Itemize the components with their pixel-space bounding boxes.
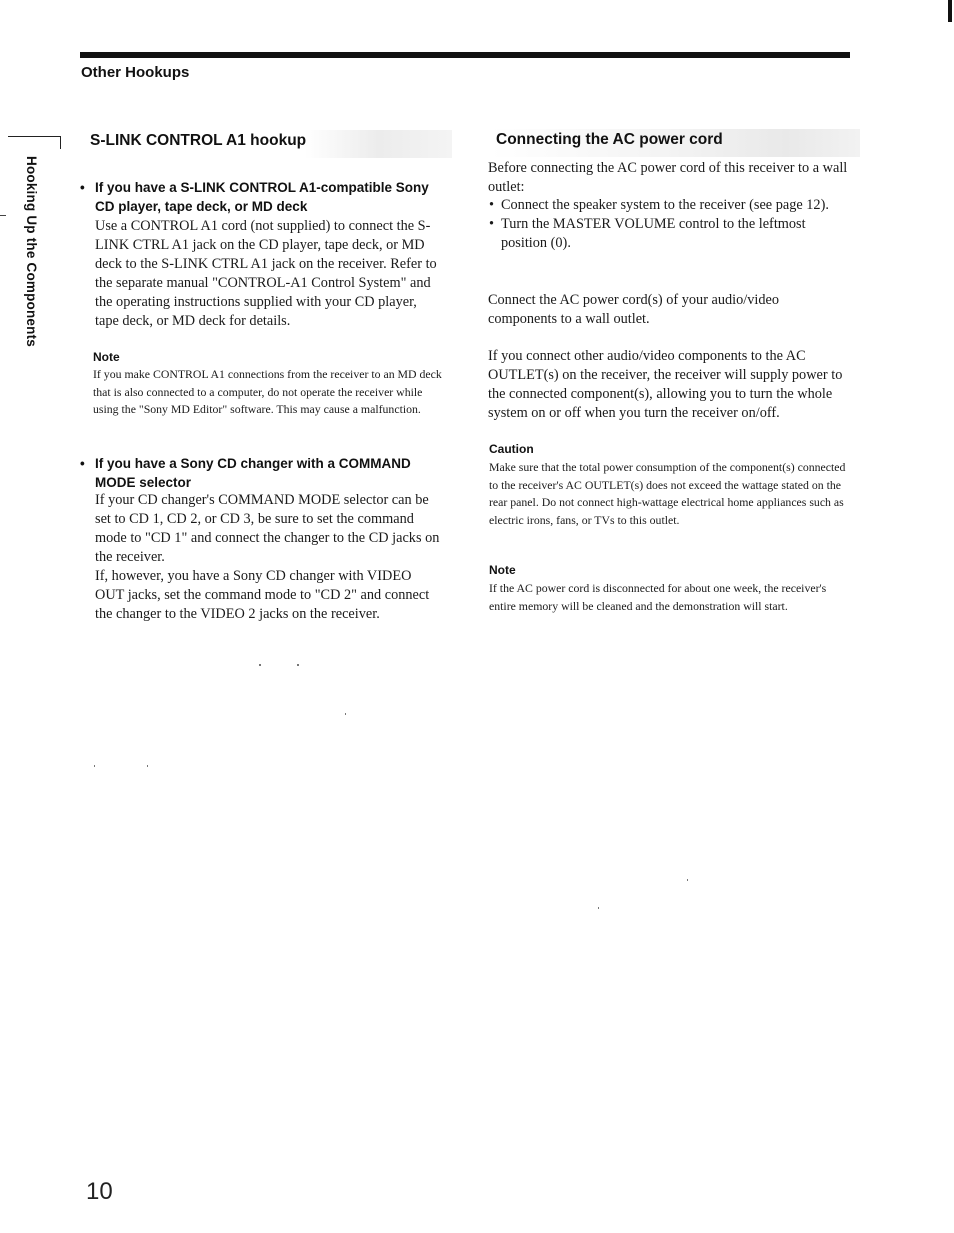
note-text-right: If the AC power cord is disconnected for about one week, the receiver's entire memory will be cleaned and the demonstration will start. — [489, 581, 827, 613]
ac-para-1: Connect the AC power cord(s) of your audio/video components to a wall outlet. — [488, 292, 780, 327]
scan-speck — [147, 765, 148, 767]
note-text-left: If you make CONTROL A1 connections from the receiver to an MD deck that is also connected to a computer, do not operate the receiver while using the "Sony MD Editor" software. This may cause a malfunction. — [93, 367, 442, 416]
ac-para-2: If you connect other audio/video components to the AC OUTLET(s) on the receiver, the receiver will supply power to the connected component(s), allowing you to turn the whole system on or off when you turn the receiver on/off. — [488, 348, 843, 421]
precaution-list — [488, 196, 844, 253]
scan-speck — [687, 879, 688, 881]
note-label-right: Note — [489, 563, 516, 577]
slink-heading — [84, 130, 452, 158]
scan-speck — [94, 765, 95, 767]
header-rule — [80, 52, 850, 58]
cd-changer-bullet-title-text: If you have a Sony CD changer with a COMMAND MODE selector — [95, 456, 411, 490]
cd-changer-body-1: If your CD changer's COMMAND MODE selector can be set to CD 1, CD 2, or CD 3, be sure to set the command mode to "CD 1" and connect the changer to the CD jacks on the receiver. — [95, 492, 440, 565]
page-number: 10 — [86, 1178, 113, 1205]
side-tab-tick — [0, 215, 6, 216]
slink-heading-text: S-LINK CONTROL A1 hookup — [90, 132, 307, 149]
slink-bullet-body: Use a CONTROL A1 cord (not supplied) to connect the S-LINK CTRL A1 jack on the CD player, tape deck, or MD deck to the S-LINK CTRL A1 jack on the receiver. Refer to the separate manual "CONTROL-A1 Control System" and the operating instructions supplied with your CD player, tape deck, or MD deck for details. — [95, 218, 437, 329]
slink-bullet-title — [80, 178, 440, 216]
scan-speck — [259, 664, 261, 666]
list-item: • Connect the speaker system to the receiver (see page 12). — [489, 197, 829, 213]
side-tab-label: Hooking Up the Components — [24, 156, 39, 347]
caution-text: Make sure that the total power consumption of the component(s) connected to the receiver's AC OUTLET(s) does not exceed the wattage stated on the rear panel. Do not connect high-wattage electrical home appliances such as electric irons, fans, or TVs to this outlet. — [489, 460, 846, 527]
side-tab-frame — [8, 136, 61, 149]
ac-power-heading-text: Connecting the AC power cord — [496, 131, 723, 148]
cd-changer-bullet-title — [80, 454, 440, 492]
ac-power-heading — [490, 129, 860, 157]
scan-speck — [598, 907, 599, 909]
cd-changer-body-2: If, however, you have a Sony CD changer with VIDEO OUT jacks, set the command mode to "CD 2" and connect the changer to the VIDEO 2 jacks on the receiver. — [95, 568, 430, 622]
note-label-left: Note — [93, 350, 120, 364]
ac-intro: Before connecting the AC power cord of this receiver to a wall outlet: — [488, 160, 848, 195]
list-item: • Turn the MASTER VOLUME control to the leftmost position (0). — [489, 216, 806, 251]
scan-speck — [345, 713, 346, 715]
section-title: Other Hookups — [81, 64, 190, 81]
caution-label: Caution — [489, 442, 534, 456]
edge-mark — [948, 0, 952, 22]
bullet-marker: • — [80, 456, 85, 471]
scan-speck — [297, 664, 299, 666]
slink-bullet-title-text: If you have a S-LINK CONTROL A1-compatible Sony CD player, tape deck, or MD deck — [95, 180, 429, 214]
bullet-marker: • — [80, 180, 85, 195]
